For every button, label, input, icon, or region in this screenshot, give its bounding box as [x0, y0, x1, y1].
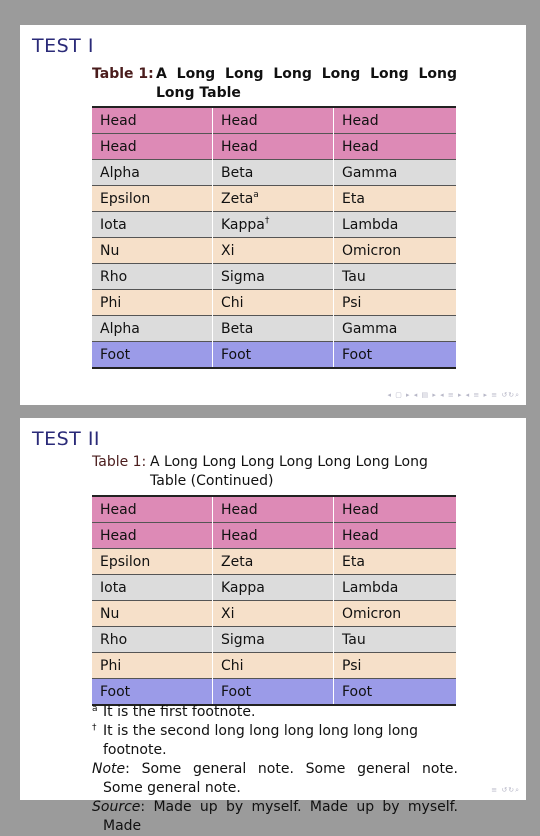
table-cell: [334, 316, 457, 342]
source-text: : Made up by myself. Made up by myself. Made: [103, 799, 458, 834]
cell-text: Iota: [100, 579, 127, 596]
table-row: [92, 342, 456, 369]
cell-text: Foot: [342, 346, 373, 363]
cell-text: Head: [100, 112, 137, 129]
cell-text: Zeta: [221, 190, 254, 207]
cell-text: Tau: [342, 268, 366, 285]
cell-text: Zeta: [221, 553, 254, 570]
cell-text: Head: [221, 138, 258, 155]
table-cell: [334, 134, 457, 160]
table-row: [92, 496, 456, 523]
cell-text: Head: [221, 527, 258, 544]
table-cell: [334, 679, 457, 706]
cell-text: Rho: [100, 631, 128, 648]
cell-text: Head: [342, 138, 379, 155]
footnote-dagger: † It is the second long long long long long long footnote.: [92, 723, 419, 758]
beamer-navigation-bar[interactable]: ◂ ▢ ▸ ◂ ▤ ▸ ◂ ≡ ▸ ◂ ≡ ▸ ≡ ↺↻⌕: [387, 391, 520, 399]
cell-text: Sigma: [221, 268, 265, 285]
table-cell: [213, 107, 334, 134]
table-cell: [92, 238, 213, 264]
cell-text: Lambda: [342, 579, 399, 596]
cell-text: Gamma: [342, 164, 398, 181]
table-cell: [92, 290, 213, 316]
cell-text: Chi: [221, 657, 244, 674]
cell-text: Foot: [221, 683, 252, 700]
footnote-a: a It is the first footnote.: [92, 704, 256, 720]
slide-test-1: [20, 25, 526, 405]
table-cell: [334, 653, 457, 679]
table-cell: [213, 264, 334, 290]
cell-text: Xi: [221, 242, 235, 259]
caption-label: Table 1:: [92, 66, 154, 82]
source-note: [92, 798, 458, 836]
cell-text: Eta: [342, 190, 365, 207]
cell-text: Xi: [221, 605, 235, 622]
table-cell: [213, 160, 334, 186]
caption-label: Table 1:: [92, 454, 147, 470]
cell-text: Kappa: [221, 216, 265, 233]
table-cell: [92, 523, 213, 549]
table-cell: [213, 290, 334, 316]
cell-text: Kappa: [221, 579, 265, 596]
table-cell: [213, 575, 334, 601]
table-cell: [92, 627, 213, 653]
table-row: [92, 134, 456, 160]
table-cell: [213, 496, 334, 523]
cell-text: Head: [221, 112, 258, 129]
cell-text: Phi: [100, 294, 122, 311]
cell-text: Head: [342, 527, 379, 544]
table-cell: [334, 601, 457, 627]
table-cell: [92, 316, 213, 342]
table-row: [92, 601, 456, 627]
table-cell: [213, 627, 334, 653]
table-caption: [92, 453, 457, 491]
table-cell: [213, 316, 334, 342]
footnote-mark: †: [264, 215, 270, 226]
table-cell: [92, 160, 213, 186]
table-cell: [334, 160, 457, 186]
table-row: [92, 575, 456, 601]
table-row: [92, 107, 456, 134]
cell-text: Lambda: [342, 216, 399, 233]
table-cell: [334, 107, 457, 134]
cell-text: Foot: [342, 683, 373, 700]
table-cell: [213, 342, 334, 369]
cell-text: Foot: [100, 346, 131, 363]
source-label: Source: [92, 799, 141, 815]
note-text: : Some general note. Some general note. Some general note.: [103, 761, 458, 796]
cell-text: Foot: [100, 683, 131, 700]
table-row: [92, 264, 456, 290]
table-cell: [213, 549, 334, 575]
slide-test-2: [20, 418, 526, 834]
cell-text: Beta: [221, 164, 254, 181]
cell-text: Sigma: [221, 631, 265, 648]
cell-text: Rho: [100, 268, 128, 285]
cell-text: Alpha: [100, 164, 140, 181]
cell-text: Omicron: [342, 242, 402, 259]
cell-text: Eta: [342, 553, 365, 570]
general-note: [92, 760, 458, 798]
table-cell: [92, 264, 213, 290]
table-cell: [92, 107, 213, 134]
table-row: [92, 523, 456, 549]
table-cell: [213, 186, 334, 212]
cell-text: Phi: [100, 657, 122, 674]
table-cell: [213, 134, 334, 160]
table-cell: [92, 653, 213, 679]
cell-text: Iota: [100, 216, 127, 233]
table-cell: [334, 549, 457, 575]
table-cell: [92, 212, 213, 238]
table-cell: [92, 601, 213, 627]
cell-text: Epsilon: [100, 553, 151, 570]
cell-text: Psi: [342, 657, 362, 674]
table-cell: [334, 575, 457, 601]
cell-text: Head: [342, 112, 379, 129]
table-cell: [92, 496, 213, 523]
frame-title: TEST II: [32, 428, 101, 450]
data-table: [92, 495, 456, 706]
note-label: Note: [92, 761, 126, 777]
cell-text: Head: [342, 501, 379, 518]
table-cell: [213, 238, 334, 264]
table-caption: [92, 65, 457, 103]
table-cell: [213, 601, 334, 627]
table-cell: [92, 134, 213, 160]
table-cell: [92, 549, 213, 575]
cell-text: Beta: [221, 320, 254, 337]
cell-text: Omicron: [342, 605, 402, 622]
table-cell: [213, 679, 334, 706]
table-cell: [92, 342, 213, 369]
table-cell: [334, 342, 457, 369]
table-cell: [334, 238, 457, 264]
table-row: [92, 627, 456, 653]
footnote-mark: a: [253, 189, 259, 200]
table-row: [92, 549, 456, 575]
beamer-navigation-bar[interactable]: ≡ ↺↻⌕: [491, 786, 520, 794]
cell-text: Epsilon: [100, 190, 151, 207]
table-cell: [334, 290, 457, 316]
cell-text: Alpha: [100, 320, 140, 337]
footnote-text: It is the first footnote.: [103, 704, 256, 720]
footnote-text: It is the second long long long long long long footnote.: [103, 723, 419, 758]
table-cell: [334, 212, 457, 238]
table-cell: [213, 653, 334, 679]
table-cell: [334, 186, 457, 212]
caption-text: A Long Long Long Long Long Long Long Table: [156, 66, 457, 101]
cell-text: Nu: [100, 605, 120, 622]
table-row: [92, 679, 456, 706]
table-cell: [213, 212, 334, 238]
cell-text: Psi: [342, 294, 362, 311]
table-cell: [334, 627, 457, 653]
table-row: [92, 290, 456, 316]
table-cell: [92, 186, 213, 212]
cell-text: Foot: [221, 346, 252, 363]
cell-text: Gamma: [342, 320, 398, 337]
table-row: [92, 212, 456, 238]
cell-text: Head: [100, 138, 137, 155]
cell-text: Chi: [221, 294, 244, 311]
cell-text: Head: [100, 527, 137, 544]
cell-text: Tau: [342, 631, 366, 648]
table-row: [92, 238, 456, 264]
caption-text: A Long Long Long Long Long Long Long Table (Continued): [150, 454, 428, 489]
table-cell: [334, 496, 457, 523]
frame-title: TEST I: [32, 35, 94, 57]
cell-text: Head: [221, 501, 258, 518]
table-row: [92, 653, 456, 679]
table-cell: [334, 523, 457, 549]
table-row: [92, 316, 456, 342]
table-row: [92, 160, 456, 186]
cell-text: Nu: [100, 242, 120, 259]
data-table: [92, 106, 456, 369]
cell-text: Head: [100, 501, 137, 518]
table-cell: [334, 264, 457, 290]
table-row: [92, 186, 456, 212]
table-cell: [213, 523, 334, 549]
table-cell: [92, 575, 213, 601]
table-notes: [92, 703, 458, 836]
table-cell: [92, 679, 213, 706]
